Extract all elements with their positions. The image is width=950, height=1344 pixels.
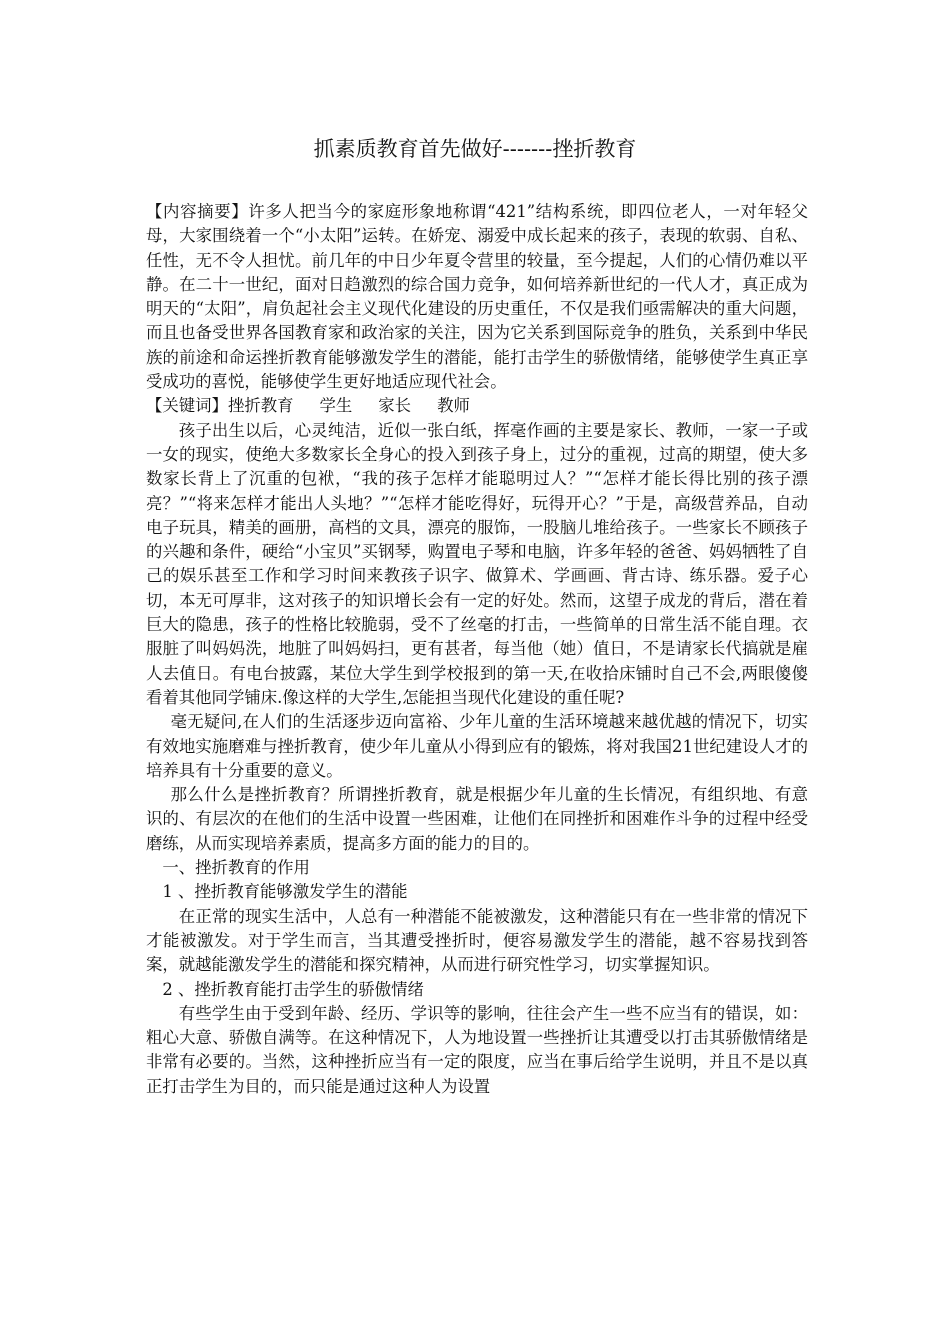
keyword: 教师 [437, 396, 470, 416]
body-paragraph: 孩子出生以后，心灵纯洁，近似一张白纸，挥毫作画的主要是家长、教师，一家一子或一女的现实，使绝大多数家长全身心的投入到孩子身上，过分的重视，过高的期望，使大多数家长背上了沉重的包袱，“我的孩子怎样才能聪明过人？”“怎样才能长得比别的孩子漂亮？”“将来怎样才能出人头地？”“怎样才能吃得好，玩得开心？”于是，高级营养品，自动电子玩具，精美的画册，高档的文具，漂亮的服饰，一股脑儿堆给孩子。一些家长不顾孩子的兴趣和条件，硬给“小宝贝”买钢琴，购置电子琴和电脑，许多年轻的爸爸、妈妈牺牲了自己的娱乐甚至工作和学习时间来教孩子识字、做算术、学画画、背古诗、练乐器。爱子心切，本无可厚非，这对孩子的知识增长会有一定的好处。然而，这望子成龙的背后，潜在着巨大的隐患，孩子的性格比较脆弱，受不了丝毫的打击，一些简单的日常生活不能自理。衣服脏了叫妈妈洗，地脏了叫妈妈扫，更有甚者，每当他（她）值日，不是请家长代搞就是雇人去值日。有电台披露，某位大学生到学校报到的第一天,在收拾床铺时自己不会,两眼傻傻看着其他同学铺床.像这样的大学生,怎能担当现代化建设的重任呢? [146, 420, 808, 707]
abstract-paragraph: 【内容摘要】许多人把当今的家庭形象地称谓“421”结构系统，即四位老人，一对年轻父母，大家围绕着一个“小太阳”运转。在娇宠、溺爱中成长起来的孩子，表现的软弱、自私、任性，无不令人担忧。前几年的中日少年夏令营里的较量，至今提起，人们的心情仍难以平静。在二十一世纪，面对日趋激烈的综合国力竞争，如何培养新世纪的一代人才，真正成为明天的“太阳”，肩负起社会主义现代化建设的历史重任，不仅是我们亟需解决的重大问题，而且也备受世界各国教育家和政治家的关注，因为它关系到国际竞争的胜负，关系到中华民族的前途和命运挫折教育能够激发学生的潜能，能打击学生的骄傲情绪，能够使学生真正享受成功的喜悦，能够使学生更好地适应现代社会。 [146, 202, 808, 392]
body-paragraph: 有些学生由于受到年龄、经历、学识等的影响，往往会产生一些不应当有的错误，如：粗心大意、骄傲自满等。在这种情况下，人为地设置一些挫折让其遭受以打击其骄傲情绪是非常有必要的。当然，这种挫折应当有一定的限度，应当在事后给学生说明，并且不是以真正打击学生为目的，而只能是通过这种人为设置 [146, 1003, 808, 1096]
keyword: 学生 [319, 396, 353, 416]
keywords-label: 【关键词】 [146, 396, 228, 416]
keywords-line [146, 394, 808, 418]
body-paragraph: 那么什么是挫折教育？所谓挫折教育，就是根据少年儿童的生长情况，有组织地、有意识的、有层次的在他们的生活中设置一些困难，让他们在同挫折和困难作斗争的过程中经受磨练，从而实现培养素质，提高多方面的能力的目的。 [146, 785, 808, 853]
document-body [146, 200, 808, 1099]
document-title: 抓素质教育首先做好-------挫折教育 [313, 137, 637, 161]
keyword: 挫折教育 [227, 396, 294, 416]
section-heading: 一、挫折教育的作用 [162, 858, 310, 878]
keyword: 家长 [378, 396, 412, 416]
subsection-heading: 1 、挫折教育能够激发学生的潜能 [162, 882, 408, 902]
body-paragraph: 毫无疑问,在人们的生活逐步迈向富裕、少年儿童的生活环境越来越优越的情况下，切实有效地实施磨难与挫折教育，使少年儿童从小得到应有的锻炼，将对我国21世纪建设人才的培养具有十分重要的意义。 [146, 712, 808, 780]
body-paragraph: 在正常的现实生活中，人总有一种潜能不能被激发，这种潜能只有在一些非常的情况下才能被激发。对于学生而言，当其遭受挫折时，便容易激发学生的潜能，越不容易找到答案，就越能激发学生的潜能和探究精神，从而进行研究性学习，切实掌握知识。 [146, 906, 808, 975]
subsection-heading: 2 、挫折教育能打击学生的骄傲情绪 [162, 979, 424, 999]
